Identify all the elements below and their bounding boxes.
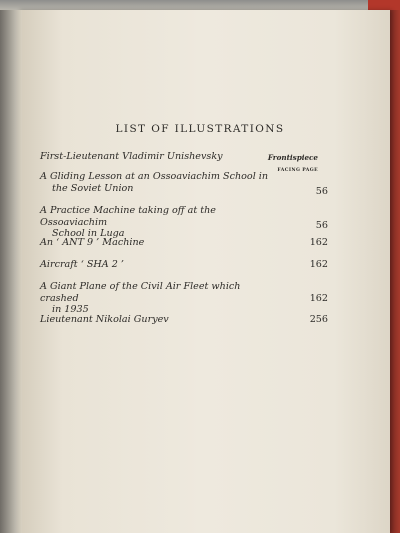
illustration-entry — [40, 237, 280, 249]
entry-page-number: 56 — [315, 220, 328, 231]
illustration-entry — [40, 171, 280, 194]
entry-title-continued: in 1935 — [52, 304, 89, 315]
entry-title: A Practice Machine taking off at the Ossoaviachim — [40, 205, 216, 228]
frontispiece-label: Frontispiece — [267, 153, 318, 162]
top-edge — [0, 0, 400, 10]
entry-title: First-Lieutenant Vladimir Unishevsky — [40, 151, 223, 162]
entry-title: Aircraft ‘ SHA 2 ’ — [40, 259, 124, 270]
book-page — [18, 10, 390, 533]
facing-page-label: FACING PAGE — [277, 168, 318, 173]
illustration-entry — [40, 314, 280, 326]
illustration-entry — [40, 281, 280, 316]
red-cover-corner — [368, 0, 400, 10]
book-spine — [0, 10, 22, 533]
illustration-entry — [40, 151, 280, 163]
list-title: LIST OF ILLUSTRATIONS — [115, 123, 285, 135]
illustration-entry — [40, 205, 280, 240]
entry-title: An ‘ ANT 9 ’ Machine — [40, 237, 145, 248]
entry-title: Lieutenant Nikolai Guryev — [40, 314, 169, 325]
entry-page-number: 256 — [309, 314, 328, 325]
entry-page-number: 162 — [309, 293, 328, 304]
illustration-entry — [40, 259, 280, 271]
entry-page-number: 162 — [309, 237, 328, 248]
entry-title-continued: School in Luga — [52, 228, 125, 239]
entry-title-continued: the Soviet Union — [52, 182, 134, 194]
entry-page-number: 162 — [309, 259, 328, 270]
red-cover-edge — [390, 10, 400, 533]
entry-page-number: 56 — [315, 186, 328, 197]
entry-title: A Giant Plane of the Civil Air Fleet which crashed — [40, 281, 241, 304]
entry-title: A Gliding Lesson at an Ossoaviachim School in — [40, 171, 269, 182]
